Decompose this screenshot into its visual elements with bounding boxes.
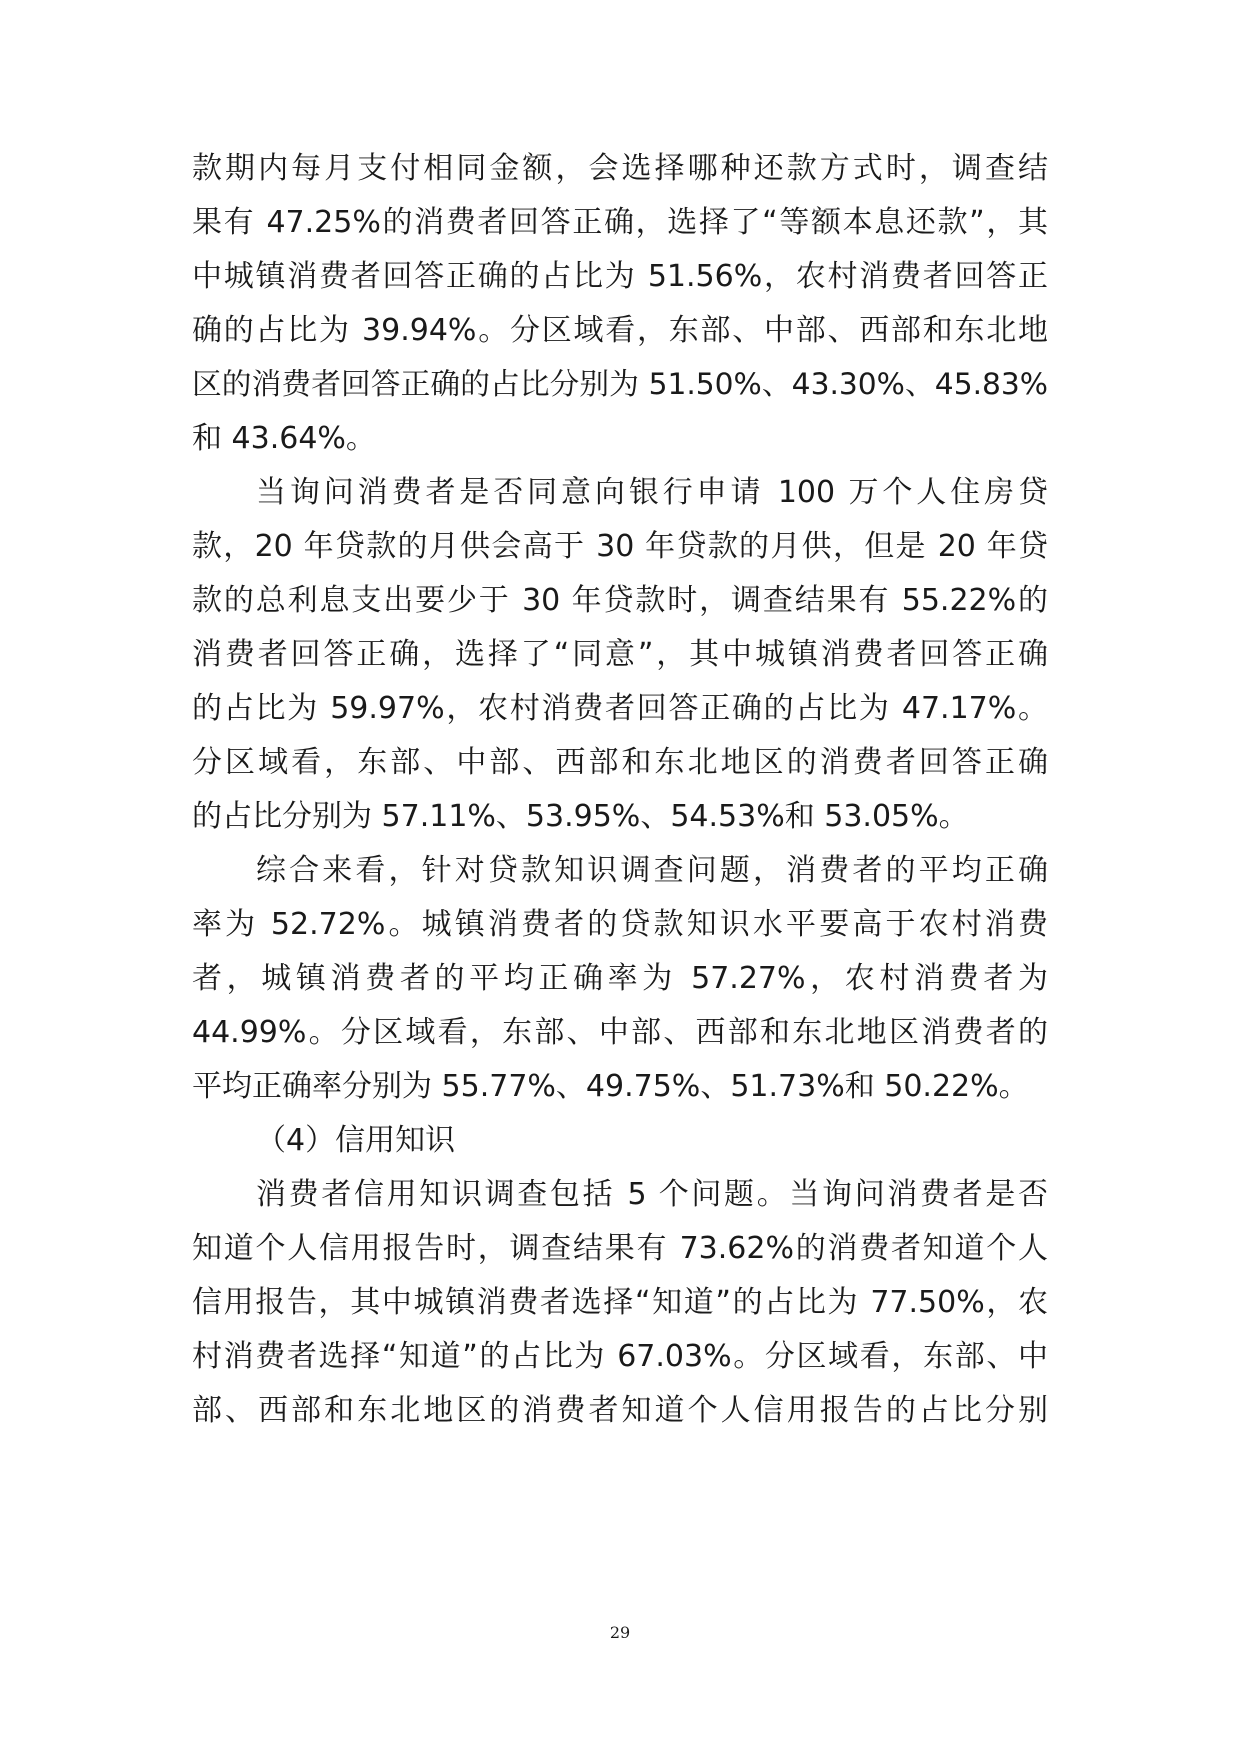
body-text-line: 消费者回答正确，选择了“同意”，其中城镇消费者回答正确 <box>192 637 1048 672</box>
section-heading: （4）信用知识 <box>256 1123 456 1158</box>
body-text-line: 部、西部和东北地区的消费者知道个人信用报告的占比分别 <box>192 1393 1048 1428</box>
body-text-line: 平均正确率分别为 55.77%、49.75%、51.73%和 50.22%。 <box>192 1069 1029 1104</box>
body-text-line: 果有 47.25%的消费者回答正确，选择了“等额本息还款”，其 <box>192 205 1048 240</box>
body-text-line: 的占比为 59.97%，农村消费者回答正确的占比为 47.17%。 <box>192 691 1048 726</box>
body-text-line: 款，20 年贷款的月供会高于 30 年贷款的月供，但是 20 年贷 <box>192 529 1048 564</box>
body-text-line: 中城镇消费者回答正确的占比为 51.56%，农村消费者回答正 <box>192 259 1048 294</box>
body-text-line: 确的占比为 39.94%。分区域看，东部、中部、西部和东北地 <box>192 313 1048 348</box>
body-text-line: 者，城镇消费者的平均正确率为 57.27%，农村消费者为 <box>192 961 1048 996</box>
body-text-line: 的占比分别为 57.11%、53.95%、54.53%和 53.05%。 <box>192 799 969 834</box>
body-text-line: 率为 52.72%。城镇消费者的贷款知识水平要高于农村消费 <box>192 907 1048 942</box>
body-text-line: 信用报告，其中城镇消费者选择“知道”的占比为 77.50%，农 <box>192 1285 1048 1320</box>
body-text-line: 44.99%。分区域看，东部、中部、西部和东北地区消费者的 <box>192 1015 1048 1050</box>
body-text-line: 知道个人信用报告时，调查结果有 73.62%的消费者知道个人 <box>192 1231 1048 1266</box>
body-text-line: 款的总利息支出要少于 30 年贷款时，调查结果有 55.22%的 <box>192 583 1048 618</box>
body-text-line: 区的消费者回答正确的占比分别为 51.50%、43.30%、45.83% <box>192 367 1048 402</box>
body-text-line: 村消费者选择“知道”的占比为 67.03%。分区域看，东部、中 <box>192 1339 1048 1374</box>
body-text-line: 和 43.64%。 <box>192 421 376 456</box>
body-text-line: 当询问消费者是否同意向银行申请 100 万个人住房贷 <box>256 475 1048 510</box>
body-text-line: 款期内每月支付相同金额，会选择哪种还款方式时，调查结 <box>192 151 1048 186</box>
body-text-line: 综合来看，针对贷款知识调查问题，消费者的平均正确 <box>256 853 1048 888</box>
body-text-line: 消费者信用知识调查包括 5 个问题。当询问消费者是否 <box>256 1177 1048 1212</box>
page-number: 29 <box>609 1623 631 1642</box>
body-text-line: 分区域看，东部、中部、西部和东北地区的消费者回答正确 <box>192 745 1048 780</box>
